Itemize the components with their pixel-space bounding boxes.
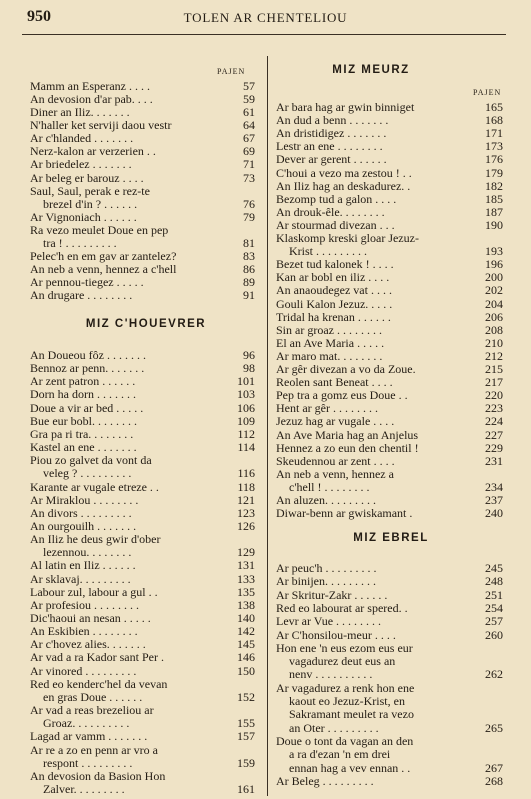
toc-entry-title: Saul, Saul, perak e rez-te — [30, 183, 150, 198]
toc-entry-title: Hon ene 'n eus ezom eus eur — [276, 640, 413, 655]
toc-entry-title: An Doueou fôz . . . . . . . — [30, 348, 146, 362]
toc-entry — [276, 389, 503, 402]
toc-entry-title: an Oter . . . . . . . . . — [289, 720, 379, 735]
toc-entry — [276, 655, 503, 668]
toc-entry-page: 138 — [237, 597, 255, 612]
toc-entry — [276, 602, 503, 615]
toc-entry — [30, 730, 255, 743]
toc-entry — [30, 106, 255, 119]
toc-entry — [30, 599, 255, 612]
toc-entry-title: Ar Beleg . . . . . . . . . — [276, 773, 374, 788]
toc-entry-page: 257 — [485, 614, 503, 629]
toc-entry — [276, 415, 503, 428]
toc-entry — [30, 573, 255, 586]
toc-entry-title: Karante ar vugale etreze . . — [30, 479, 159, 494]
toc-entry — [30, 119, 255, 132]
toc-entry-title: Kastel an ene . . . . . . . — [30, 440, 137, 455]
toc-entry — [276, 402, 503, 415]
toc-entry-page: 248 — [485, 574, 503, 589]
toc-entry-title: Ar maro mat. . . . . . . . — [276, 348, 383, 363]
toc-entry-page: 237 — [485, 493, 503, 507]
toc-entry-page: 57 — [243, 79, 255, 93]
toc-entry-page: 224 — [485, 414, 503, 429]
toc-entry-title: Hennez a zo eun den chentil ! — [276, 440, 419, 455]
section-title: MIZ C'HOUEVRER — [85, 318, 207, 330]
toc-entry-title: C'houi a vezo ma zestou ! . . — [276, 165, 412, 180]
toc-entry — [276, 337, 503, 350]
toc-entry-page: 223 — [485, 401, 503, 416]
toc-entry-page: 81 — [243, 235, 255, 250]
toc-entry-page: 114 — [237, 440, 255, 455]
toc-entry-title: An Iliz he deus gwir d'ober — [30, 532, 161, 547]
toc-entry — [276, 180, 503, 193]
toc-entry — [276, 127, 503, 140]
toc-entry-title: Zalver. . . . . . . . . — [43, 781, 125, 796]
toc-entry-page: 161 — [237, 781, 255, 796]
toc-entry — [30, 678, 255, 691]
toc-entry — [276, 455, 503, 468]
toc-entry-title: Reolen sant Beneat . . . . — [276, 375, 393, 390]
toc-entry-title: Pelec'h en em gav ar zantelez? — [30, 249, 177, 264]
toc-entry-page: 101 — [237, 374, 255, 389]
toc-entry-page: 79 — [243, 209, 255, 224]
toc-entry — [276, 311, 503, 324]
toc-entry-title: ennan hag a vev ennan . . — [289, 760, 411, 775]
toc-entry-title: An Iliz hag an deskadurez. . — [276, 178, 411, 193]
toc-entry — [30, 586, 255, 599]
toc-entry — [30, 625, 255, 638]
toc-entry-title: Bue eur bobl. . . . . . . . — [30, 413, 137, 428]
toc-entry-title: Ar profesiou . . . . . . . . — [30, 597, 139, 612]
toc-entry-title: Ar gêr divezan a vo da Zoue. — [276, 362, 416, 376]
toc-entry — [276, 507, 503, 520]
toc-entry — [276, 153, 503, 166]
toc-entry-title: Ar c'hlanded . . . . . . . — [30, 131, 134, 146]
toc-entry-page: 176 — [485, 152, 503, 167]
toc-entry — [276, 442, 503, 455]
toc-entry — [276, 481, 503, 494]
toc-entry-title: Pep tra a gomz eus Doue . . — [276, 388, 408, 403]
toc-entry-page: 204 — [485, 296, 503, 311]
toc-entry — [276, 114, 503, 127]
toc-entry — [276, 376, 503, 389]
toc-entry-page: 165 — [485, 100, 503, 114]
toc-entry-title: Diwar-benn ar gwiskamant . — [276, 506, 413, 521]
toc-entry — [276, 762, 503, 775]
toc-entry — [276, 668, 503, 681]
toc-entry-page: 112 — [237, 426, 255, 441]
toc-entry-title: Ar Skritur-Zakr . . . . . . — [276, 587, 388, 602]
toc-entry-title: Ar C'honsilou-meur . . . . — [276, 627, 396, 642]
toc-entry — [276, 775, 503, 788]
toc-entry-title: Jezuz hag ar vugale . . . . — [276, 414, 395, 429]
toc-entry-title: veleg ? . . . . . . . . . — [43, 466, 132, 481]
toc-entry-title: kaout eo Jezuz-Krist, en — [289, 694, 405, 708]
toc-entry-title: Red eo kenderc'hel da vevan — [30, 676, 168, 691]
toc-entry — [30, 80, 255, 93]
toc-entry-title: Ar beleg er barouz . . . . — [30, 170, 144, 185]
toc-entry-page: 179 — [485, 165, 503, 180]
toc-entry-page: 267 — [485, 760, 503, 775]
toc-entry-title: Bezomp tud a galon . . . . — [276, 191, 397, 206]
toc-entry — [276, 695, 503, 708]
toc-entry-page: 168 — [485, 113, 503, 128]
toc-entry — [30, 467, 255, 480]
right-column — [276, 0, 506, 799]
toc-entry — [30, 744, 255, 757]
toc-entry-title: An anaoudegez vat . . . . — [276, 283, 392, 298]
toc-entry-page: 245 — [485, 561, 503, 575]
toc-entry-title: Ra vezo meulet Doue en pep — [30, 222, 169, 237]
toc-entry-title: An Eskibien . . . . . . . . — [30, 624, 138, 639]
toc-entry — [30, 93, 255, 106]
toc-entry-title: Ar c'hovez alies. . . . . . . — [30, 637, 146, 652]
toc-entry-page: 193 — [485, 244, 503, 259]
toc-entry — [30, 559, 255, 572]
toc-entry — [30, 612, 255, 625]
toc-entry-page: 206 — [485, 309, 503, 324]
toc-entry — [276, 219, 503, 232]
toc-entry-page: 142 — [237, 624, 255, 639]
toc-entry — [30, 454, 255, 467]
toc-entry-title: N'haller ket serviji daou vestr — [30, 118, 172, 133]
toc-entry-title: An dud a benn . . . . . . . — [276, 113, 389, 128]
toc-entry — [276, 298, 503, 311]
toc-entry — [30, 158, 255, 171]
toc-entry — [30, 520, 255, 533]
toc-entry-title: en gras Doue . . . . . . — [43, 689, 143, 704]
toc-entry-title: Piou zo galvet da vont da — [30, 453, 152, 468]
toc-entry-page: 185 — [485, 191, 503, 206]
toc-entry-page: 155 — [237, 716, 255, 731]
toc-entry-title: Ar Miraklou . . . . . . . . — [30, 492, 139, 507]
toc-entry-title: Kan ar bobl en iliz . . . . — [276, 270, 390, 285]
toc-entry-title: Ar vad a ra Kador sant Per . — [30, 650, 164, 665]
toc-entry-page: 67 — [243, 131, 255, 146]
toc-entry-title: An aluzen. . . . . . . . . — [276, 493, 376, 507]
toc-entry-page: 96 — [243, 348, 255, 362]
toc-entry-page: 152 — [237, 689, 255, 704]
toc-entry — [30, 198, 255, 211]
toc-entry-page: 268 — [485, 773, 503, 788]
toc-entry-title: Ar vad a reas brezeliou ar — [30, 703, 154, 718]
toc-entry-title: Labour zul, labour a gul . . — [30, 584, 158, 599]
toc-entry-title: An drugare . . . . . . . . — [30, 288, 133, 303]
toc-entry-title: lezennou. . . . . . . . — [43, 545, 132, 560]
toc-entry — [276, 708, 503, 721]
toc-entry-page: 135 — [237, 584, 255, 599]
toc-entry-page: 89 — [243, 275, 255, 290]
toc-entry-title: An devosion d'ar pab. . . . — [30, 92, 153, 107]
page-number: 950 — [27, 8, 51, 25]
toc-entry — [276, 468, 503, 481]
toc-entry-page: 69 — [243, 144, 255, 159]
toc-entry-title: Ar sklavaj. . . . . . . . . — [30, 571, 131, 586]
toc-entry — [276, 682, 503, 695]
toc-entry-title: vagadurez deut eus an — [289, 654, 396, 669]
toc-entry-title: El an Ave Maria . . . . . — [276, 335, 385, 350]
toc-entry-title: Dorn ha dorn . . . . . . . — [30, 387, 136, 402]
toc-entry-page: 91 — [243, 288, 255, 303]
toc-entry — [30, 132, 255, 145]
toc-entry — [276, 193, 503, 206]
toc-entry-page: 173 — [485, 139, 503, 154]
toc-entry-title: Ar stourmad divezan . . . — [276, 217, 395, 232]
toc-entry-title: Ar Vignoniach . . . . . . — [30, 209, 137, 224]
toc-entry-page: 217 — [485, 375, 503, 390]
toc-entry — [30, 349, 255, 362]
toc-entry — [30, 375, 255, 388]
toc-entry — [276, 258, 503, 271]
toc-entry-title: respont . . . . . . . . . — [43, 755, 133, 770]
toc-entry — [276, 140, 503, 153]
toc-entry-title: Klaskomp kreski gloar Jezuz- — [276, 231, 419, 245]
toc-entry — [30, 276, 255, 289]
toc-entry-page: 73 — [243, 170, 255, 185]
toc-entry — [30, 145, 255, 158]
toc-entry — [276, 284, 503, 297]
toc-entry-page: 109 — [237, 413, 255, 428]
toc-entry-page: 103 — [237, 387, 255, 402]
toc-entry-page: 265 — [485, 720, 503, 735]
toc-entry-title: Bezet tud kalonek ! . . . . — [276, 257, 394, 272]
toc-entry-page: 210 — [485, 335, 503, 350]
toc-entry — [276, 429, 503, 442]
toc-entry-page: 171 — [485, 126, 503, 141]
toc-entry-page: 140 — [237, 611, 255, 625]
toc-entry-title: Bennoz ar penn. . . . . . . — [30, 361, 145, 376]
toc-entry — [276, 232, 503, 245]
toc-entry — [276, 101, 503, 114]
toc-entry — [30, 211, 255, 224]
toc-entry — [276, 589, 503, 602]
toc-entry-page: 126 — [237, 518, 255, 533]
toc-entry-title: c'hell ! . . . . . . . . — [289, 479, 370, 494]
toc-entry-title: nenv . . . . . . . . . . — [289, 667, 373, 682]
toc-entry-title: Red eo labourat ar spered. . — [276, 600, 408, 615]
toc-entry-page: 61 — [243, 105, 255, 120]
toc-entry — [30, 441, 255, 454]
toc-entry-page: 229 — [485, 440, 503, 455]
toc-entry-title: Ar zent patron . . . . . . — [30, 374, 136, 389]
toc-entry — [30, 691, 255, 704]
toc-entry-title: Ar binijen. . . . . . . . . — [276, 574, 376, 589]
toc-entry — [276, 722, 503, 735]
toc-entry-page: 59 — [243, 92, 255, 107]
toc-entry — [276, 350, 503, 363]
toc-entry-page: 200 — [485, 270, 503, 285]
toc-entry — [276, 642, 503, 655]
toc-entry — [30, 665, 255, 678]
toc-entry-title: Ar briedelez . . . . . . . — [30, 157, 132, 172]
toc-entry-title: Doue a vir ar bed . . . . . — [30, 400, 144, 415]
toc-entry-title: An neb a venn, hennez a c'hell — [30, 262, 177, 277]
toc-entry — [30, 770, 255, 783]
toc-entry-page: 196 — [485, 257, 503, 272]
toc-entry-title: Krist . . . . . . . . . — [289, 244, 367, 259]
toc-entry-title: Al latin en Iliz . . . . . . — [30, 558, 136, 573]
toc-entry-page: 145 — [237, 637, 255, 652]
toc-entry-page: 116 — [237, 466, 255, 481]
toc-entry — [30, 704, 255, 717]
toc-entry-title: Gra pa ri tra. . . . . . . . — [30, 426, 134, 441]
toc-entry-title: An devosion da Basion Hon — [30, 768, 166, 783]
toc-entry-page: 190 — [485, 217, 503, 232]
toc-entry-title: An Ave Maria hag an Anjelus — [276, 427, 419, 442]
toc-entry — [30, 362, 255, 375]
toc-entry-page: 231 — [485, 453, 503, 468]
toc-entry-title: Sakramant meulet ra vezo — [289, 707, 414, 722]
toc-entry-page: 71 — [243, 157, 255, 172]
toc-entry-page: 98 — [243, 361, 255, 376]
toc-entry-title: Hent ar gêr . . . . . . . . — [276, 401, 378, 416]
pajen-label: PAJEN — [217, 67, 246, 76]
toc-entry — [30, 533, 255, 546]
toc-entry-page: 254 — [485, 600, 503, 615]
toc-entry — [276, 167, 503, 180]
toc-entry-title: An divors . . . . . . . . . — [30, 505, 132, 520]
toc-entry-page: 133 — [237, 571, 255, 586]
toc-entry-page: 129 — [237, 545, 255, 560]
toc-entry-page: 150 — [237, 663, 255, 678]
toc-entry — [30, 717, 255, 730]
toc-entry-page: 220 — [485, 388, 503, 403]
toc-entry-title: tra ! . . . . . . . . . — [43, 235, 117, 250]
toc-entry — [30, 402, 255, 415]
toc-entry-page: 262 — [485, 667, 503, 682]
toc-entry-title: Dever ar gerent . . . . . . — [276, 152, 387, 167]
toc-entry — [276, 562, 503, 575]
toc-entry — [276, 748, 503, 761]
toc-entry — [276, 271, 503, 284]
column-divider — [267, 56, 268, 796]
toc-entry-title: Lestr an ene . . . . . . . . — [276, 139, 383, 154]
toc-entry — [30, 546, 255, 559]
toc-entry-page: 131 — [237, 558, 255, 573]
toc-entry-title: An drouk-êle. . . . . . . . — [276, 204, 385, 219]
section-title: MIZ EBREL — [353, 532, 429, 544]
toc-entry-page: 260 — [485, 627, 503, 642]
toc-entry — [30, 428, 255, 441]
toc-entry — [276, 494, 503, 507]
toc-entry-title: Skeudennou ar zent . . . . — [276, 453, 395, 468]
toc-entry-page: 86 — [243, 262, 255, 277]
toc-entry-page: 106 — [237, 400, 255, 415]
toc-entry — [30, 415, 255, 428]
toc-entry — [276, 324, 503, 337]
toc-entry-page: 215 — [485, 362, 503, 376]
toc-entry-page: 83 — [243, 249, 255, 264]
toc-entry — [30, 224, 255, 237]
toc-entry — [276, 615, 503, 628]
toc-entry — [276, 206, 503, 219]
toc-entry-title: Ar vinored . . . . . . . . . — [30, 663, 137, 678]
toc-entry-title: Tridal ha krenan . . . . . . — [276, 309, 391, 324]
toc-entry-title: a ra d'ezan 'n em drei — [289, 747, 391, 762]
toc-entry — [30, 638, 255, 651]
running-title: TOLEN AR CHENTELIOU — [183, 10, 348, 25]
toc-entry-title: brezel d'in ? . . . . . . — [43, 196, 138, 211]
toc-entry-page: 234 — [485, 479, 503, 494]
toc-entry-page: 123 — [237, 505, 255, 520]
toc-entry-title: Ar bara hag ar gwin binniget — [276, 100, 415, 114]
toc-entry-page: 212 — [485, 348, 503, 363]
toc-entry-title: Ar re a zo en penn ar vro a — [30, 742, 158, 757]
toc-entry — [30, 651, 255, 664]
toc-entry-page: 208 — [485, 322, 503, 337]
toc-entry — [30, 237, 255, 250]
toc-entry-title: Ar pennou-tiegez . . . . . — [30, 275, 144, 290]
toc-entry — [30, 757, 255, 770]
toc-entry-page: 157 — [237, 729, 255, 744]
toc-entry — [30, 250, 255, 263]
toc-entry-page: 118 — [237, 479, 255, 494]
toc-entry-page: 227 — [485, 427, 503, 442]
toc-entry — [30, 185, 255, 198]
toc-entry — [276, 735, 503, 748]
toc-entry-page: 182 — [485, 178, 503, 193]
toc-entry-page: 159 — [237, 755, 255, 770]
toc-entry-page: 146 — [237, 650, 255, 665]
toc-entry-page: 121 — [237, 492, 255, 507]
toc-entry-title: Gouli Kalon Jezuz. . . . . — [276, 296, 393, 311]
toc-entry — [30, 783, 255, 796]
pajen-label: PAJEN — [473, 88, 502, 97]
left-column — [30, 0, 262, 799]
toc-entry-title: Diner an Iliz. . . . . . . — [30, 105, 130, 120]
toc-entry — [30, 289, 255, 302]
toc-entry-page: 202 — [485, 283, 503, 298]
toc-entry — [30, 481, 255, 494]
toc-entry-title: Dic'haoui an nesan . . . . . — [30, 611, 151, 625]
toc-entry — [276, 575, 503, 588]
toc-entry — [30, 263, 255, 276]
toc-entry-title: Mamm an Esperanz . . . . — [30, 79, 150, 93]
toc-entry — [276, 363, 503, 376]
toc-entry — [30, 494, 255, 507]
toc-entry-title: Nerz-kalon ar verzerien . . — [30, 144, 156, 159]
section-title: MIZ MEURZ — [332, 64, 410, 76]
toc-entry-title: Doue o tont da vagan an den — [276, 733, 414, 748]
toc-entry-page: 64 — [243, 118, 255, 133]
toc-entry-title: An dristidigez . . . . . . . — [276, 126, 387, 141]
toc-entry — [30, 172, 255, 185]
toc-entry-title: Lagad ar vamm . . . . . . . — [30, 729, 148, 744]
toc-entry-title: Levr ar Vue . . . . . . . . — [276, 614, 382, 629]
toc-entry-page: 251 — [485, 587, 503, 602]
toc-entry-title: An ourgouilh . . . . . . . — [30, 518, 137, 533]
toc-entry-title: Groaz. . . . . . . . . . — [43, 716, 130, 731]
toc-entry-title: Ar vagadurez a renk hon ene — [276, 680, 415, 695]
toc-entry — [276, 629, 503, 642]
toc-entry-page: 240 — [485, 506, 503, 521]
toc-entry — [276, 245, 503, 258]
toc-entry-title: Ar peuc'h . . . . . . . . . — [276, 561, 377, 575]
toc-entry-page: 76 — [243, 196, 255, 211]
toc-entry-page: 187 — [485, 204, 503, 219]
toc-entry — [30, 388, 255, 401]
toc-entry-title: Sin ar groaz . . . . . . . . — [276, 322, 382, 337]
toc-entry — [30, 507, 255, 520]
toc-entry-title: An neb a venn, hennez a — [276, 466, 394, 481]
